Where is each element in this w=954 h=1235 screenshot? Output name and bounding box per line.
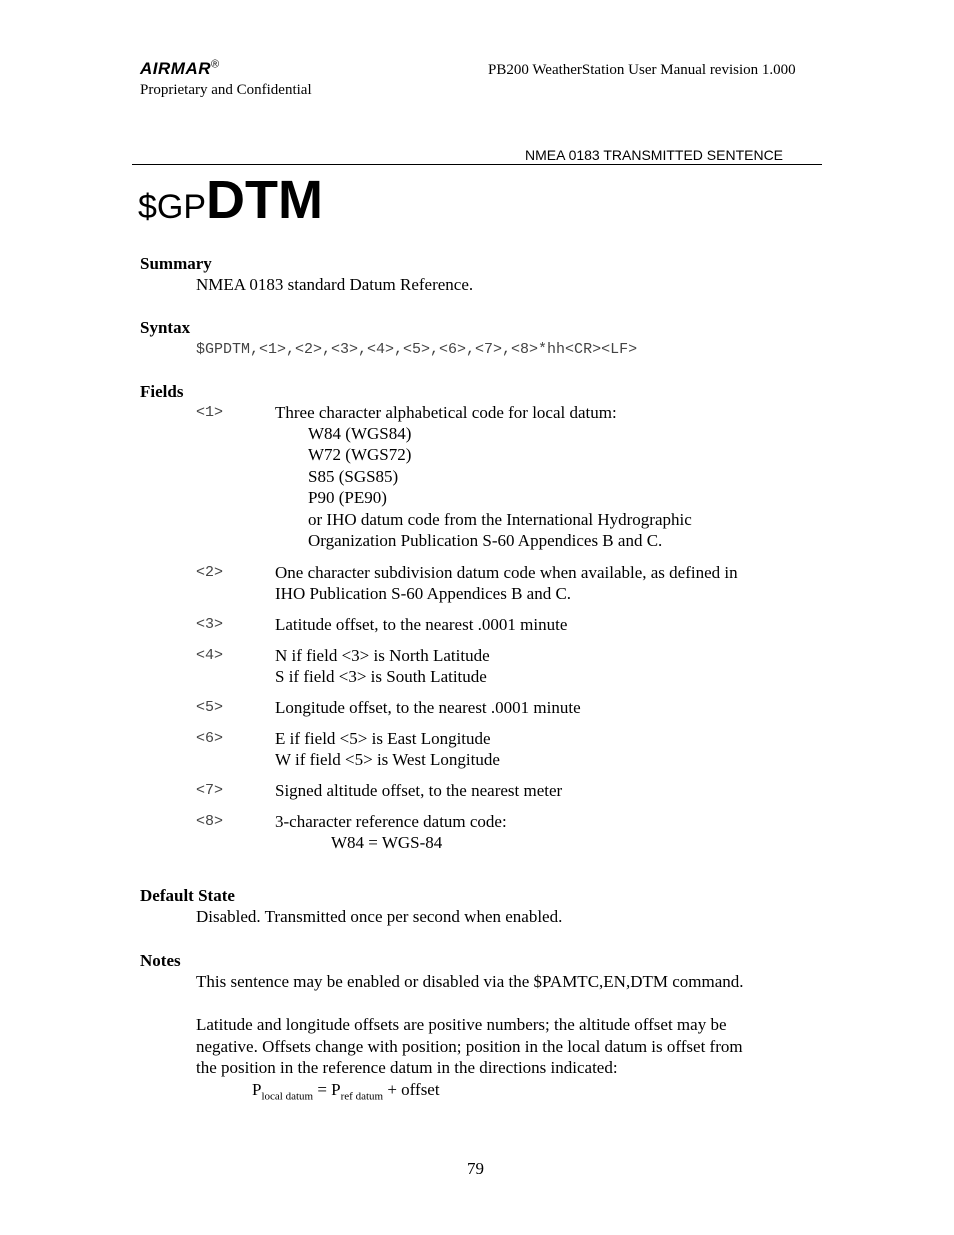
- field-desc: W if field <5> is West Longitude: [275, 750, 500, 769]
- field-sub: P90 (PE90): [308, 488, 387, 507]
- fields-heading: Fields: [140, 382, 184, 401]
- page-number: 79: [467, 1159, 484, 1178]
- syntax-heading: Syntax: [140, 318, 191, 337]
- field-sub: S85 (SGS85): [308, 467, 399, 486]
- default-state-text: Disabled. Transmitted once per second when enabled.: [196, 907, 563, 926]
- field-desc: Latitude offset, to the nearest .0001 minute: [275, 615, 568, 634]
- field-desc: Longitude offset, to the nearest .0001 minute: [275, 698, 581, 717]
- title-prefix: $GP: [138, 188, 207, 226]
- default-state-heading: Default State: [140, 886, 235, 905]
- header-divider: [132, 164, 822, 165]
- field-desc: E if field <5> is East Longitude: [275, 729, 491, 748]
- field-sub: or IHO datum code from the International Hydrographic: [308, 510, 692, 529]
- field-desc: N if field <3> is North Latitude: [275, 646, 490, 665]
- field-code: <5>: [196, 699, 224, 716]
- field-code: <6>: [196, 730, 224, 747]
- field-code: <7>: [196, 782, 224, 799]
- notes-paragraph: Latitude and longitude offsets are positive numbers; the altitude offset may be: [196, 1015, 727, 1034]
- brand-logo: [140, 58, 220, 79]
- section-label: NMEA 0183 TRANSMITTED SENTENCE: [525, 147, 784, 163]
- field-desc: S if field <3> is South Latitude: [275, 667, 487, 686]
- manual-title: PB200 WeatherStation User Manual revision 1.000: [488, 62, 796, 78]
- field-code: <3>: [196, 616, 224, 633]
- field-desc: One character subdivision datum code when available, as defined in: [275, 563, 738, 582]
- field-sub: W72 (WGS72): [308, 445, 412, 464]
- field-desc: Signed altitude offset, to the nearest meter: [275, 781, 563, 800]
- field-sub: Organization Publication S-60 Appendices B and C.: [308, 531, 663, 550]
- confidential-label: Proprietary and Confidential: [140, 82, 312, 98]
- field-code: <2>: [196, 564, 224, 581]
- page-title: [138, 172, 323, 241]
- notes-paragraph: This sentence may be enabled or disabled via the $PAMTC,EN,DTM command.: [196, 972, 744, 991]
- registered-mark: ®: [211, 58, 220, 71]
- field-desc: Three character alphabetical code for local datum:: [275, 403, 617, 422]
- field-code: <4>: [196, 647, 224, 664]
- offset-formula: $P_{local datum} = P_{ref datum}$ + offset: [252, 1080, 440, 1103]
- brand-name: AIRMAR: [140, 59, 211, 78]
- field-desc: 3-character reference datum code:: [275, 812, 507, 831]
- summary-heading: Summary: [140, 254, 212, 273]
- summary-text: NMEA 0183 standard Datum Reference.: [196, 275, 474, 294]
- notes-paragraph: the position in the reference datum in the directions indicated:: [196, 1058, 618, 1077]
- notes-heading: Notes: [140, 951, 181, 970]
- notes-paragraph: negative. Offsets change with position; position in the local datum is offset from: [196, 1037, 743, 1056]
- field-sub: W84 (WGS84): [308, 424, 412, 443]
- field-sub: W84 = WGS-84: [331, 833, 443, 852]
- syntax-text: $GPDTM,<1>,<2>,<3>,<4>,<5>,<6>,<7>,<8>*hh<CR><LF>: [196, 341, 638, 358]
- field-code: <1>: [196, 404, 224, 421]
- title-main: DTM: [206, 170, 324, 230]
- field-desc: IHO Publication S-60 Appendices B and C.: [275, 584, 572, 603]
- field-code: <8>: [196, 813, 224, 830]
